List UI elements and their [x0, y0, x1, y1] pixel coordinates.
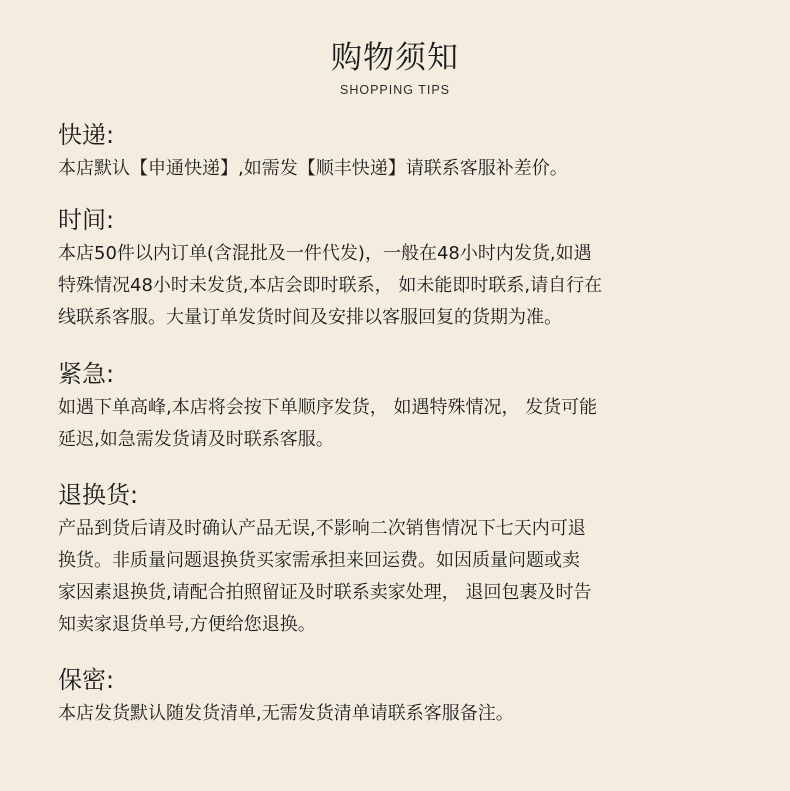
text-line: 换货。非质量问题退换货买家需承担来回运费。如因质量问题或卖: [58, 550, 580, 571]
text-line: 如遇下单高峰,本店将会按下单顺序发货， 如遇特殊情况， 发货可能: [58, 397, 598, 418]
section-body-time: [58, 238, 738, 334]
text-line: 本店50件以内订单(含混批及一件代发)，一般在48小时内发货,如遇: [58, 243, 592, 264]
section-body-returns: [58, 513, 738, 641]
text-line: 延迟,如急需发货请及时联系客服。: [58, 429, 334, 450]
page-title: 购物须知: [331, 40, 459, 76]
section-heading-privacy: 保密:: [58, 666, 115, 694]
section-urgent: [58, 359, 738, 456]
section-body-urgent: [58, 392, 738, 456]
section-heading-returns: 退换货:: [58, 481, 139, 509]
section-time: [58, 205, 738, 334]
text-line: 产品到货后请及时确认产品无误,不影响二次销售情况下七天内可退: [58, 518, 586, 539]
section-returns: [58, 480, 738, 641]
section-privacy: [58, 665, 738, 730]
section-body-express: [58, 153, 738, 185]
text-line: 特殊情况48小时未发货,本店会即时联系， 如未能即时联系,请自行在: [58, 275, 603, 296]
text-line: 本店发货默认随发货清单,无需发货清单请联系客服备注。: [58, 703, 514, 724]
page-subtitle: SHOPPING TIPS: [339, 83, 450, 97]
text-line: 线联系客服。大量订单发货时间及安排以客服回复的货期为准。: [58, 307, 562, 328]
title-block: [0, 38, 790, 98]
section-express: [58, 120, 738, 185]
text-line: 知卖家退货单号,方便给您退换。: [58, 614, 316, 635]
text-line: 家因素退换货,请配合拍照留证及时联系卖家处理， 退回包裹及时告: [58, 582, 592, 603]
section-heading-urgent: 紧急:: [58, 360, 115, 388]
section-heading-express: 快递:: [58, 121, 115, 149]
section-heading-time: 时间:: [58, 206, 115, 234]
section-body-privacy: [58, 698, 738, 730]
text-line: 本店默认【申通快递】,如需发【顺丰快递】请联系客服补差价。: [58, 158, 568, 179]
